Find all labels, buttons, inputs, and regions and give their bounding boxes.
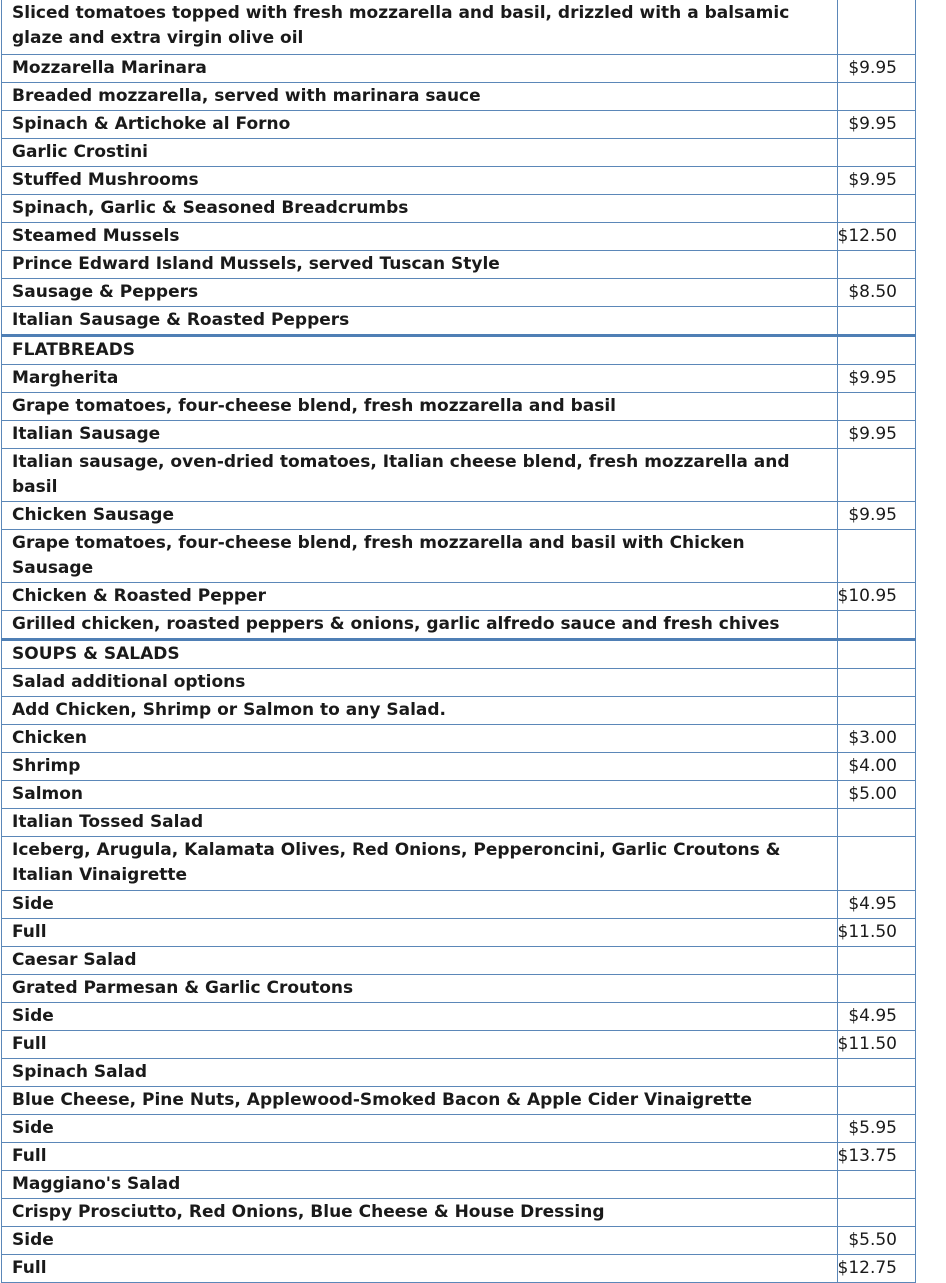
- menu-row: [2, 420, 916, 448]
- menu-item-price: $13.75: [837, 1142, 915, 1170]
- menu-item-text: Breaded mozzarella, served with marinara sauce: [2, 82, 838, 110]
- menu-row: [2, 1170, 916, 1198]
- menu-item-price: [837, 1058, 915, 1086]
- menu-item-price: [837, 610, 915, 639]
- menu-item-text: Sausage & Peppers: [2, 278, 838, 306]
- menu-row: [2, 752, 916, 780]
- menu-item-text: Stuffed Mushrooms: [2, 166, 838, 194]
- menu-row: [2, 1114, 916, 1142]
- menu-item-price: [837, 1086, 915, 1114]
- menu-row: [2, 335, 916, 364]
- menu-row: [2, 82, 916, 110]
- menu-item-text: SOUPS & SALADS: [2, 639, 838, 668]
- menu-item-price: $4.95: [837, 1002, 915, 1030]
- menu-row: [2, 222, 916, 250]
- menu-row: [2, 724, 916, 752]
- menu-item-text: Full: [2, 1254, 838, 1282]
- menu-item-text: Side: [2, 1114, 838, 1142]
- menu-row: [2, 138, 916, 166]
- menu-item-text: Side: [2, 890, 838, 918]
- menu-item-text: Spinach Salad: [2, 1058, 838, 1086]
- menu-item-price: [837, 696, 915, 724]
- menu-item-price: $12.50: [837, 222, 915, 250]
- menu-row: [2, 582, 916, 610]
- menu-item-price: [837, 1198, 915, 1226]
- menu-item-price: [837, 250, 915, 278]
- menu-item-text: Steamed Mussels: [2, 222, 838, 250]
- menu-row: [2, 194, 916, 222]
- menu-row: [2, 529, 916, 582]
- menu-row: [2, 696, 916, 724]
- menu-item-text: Italian Sausage: [2, 420, 838, 448]
- menu-item-text: Italian sausage, oven-dried tomatoes, Italian cheese blend, fresh mozzarella and basil: [2, 448, 838, 501]
- menu-row: [2, 836, 916, 890]
- menu-item-price: [837, 194, 915, 222]
- menu-item-text: Maggiano's Salad: [2, 1170, 838, 1198]
- menu-item-text: Add Chicken, Shrimp or Salmon to any Salad.: [2, 696, 838, 724]
- menu-row: [2, 278, 916, 306]
- menu-item-text: Chicken & Roasted Pepper: [2, 582, 838, 610]
- menu-item-price: $5.50: [837, 1226, 915, 1254]
- menu-row: [2, 808, 916, 836]
- menu-item-text: Chicken: [2, 724, 838, 752]
- menu-item-text: Blue Cheese, Pine Nuts, Applewood-Smoked Bacon & Apple Cider Vinaigrette: [2, 1086, 838, 1114]
- menu-item-price: $4.95: [837, 890, 915, 918]
- menu-row: [2, 1142, 916, 1170]
- menu-item-price: [837, 946, 915, 974]
- menu-item-price: $5.95: [837, 1114, 915, 1142]
- menu-item-price: [837, 1170, 915, 1198]
- menu-item-price: [837, 448, 915, 501]
- menu-item-text: Italian Sausage & Roasted Peppers: [2, 306, 838, 335]
- menu-table: [1, 0, 916, 1283]
- menu-row: [2, 918, 916, 946]
- menu-item-text: Grilled chicken, roasted peppers & onions, garlic alfredo sauce and fresh chives: [2, 610, 838, 639]
- menu-item-text: Full: [2, 1030, 838, 1058]
- menu-item-text: Margherita: [2, 364, 838, 392]
- menu-row: [2, 1030, 916, 1058]
- menu-row: [2, 610, 916, 639]
- menu-row: [2, 1002, 916, 1030]
- menu-item-text: Grated Parmesan & Garlic Croutons: [2, 974, 838, 1002]
- menu-item-text: Side: [2, 1226, 838, 1254]
- menu-item-text: Crispy Prosciutto, Red Onions, Blue Cheese & House Dressing: [2, 1198, 838, 1226]
- menu-item-text: Italian Tossed Salad: [2, 808, 838, 836]
- menu-item-price: [837, 974, 915, 1002]
- menu-item-text: Caesar Salad: [2, 946, 838, 974]
- menu-item-price: $8.50: [837, 278, 915, 306]
- menu-row: [2, 0, 916, 54]
- menu-item-price: $9.95: [837, 364, 915, 392]
- menu-item-text: Chicken Sausage: [2, 501, 838, 529]
- menu-item-price: $3.00: [837, 724, 915, 752]
- menu-item-price: $11.50: [837, 1030, 915, 1058]
- menu-item-price: [837, 306, 915, 335]
- menu-row: [2, 250, 916, 278]
- menu-item-text: Full: [2, 1142, 838, 1170]
- menu-item-text: Sliced tomatoes topped with fresh mozzarella and basil, drizzled with a balsamic glaze and extra virgin olive oil: [2, 0, 838, 54]
- menu-item-price: $10.95: [837, 582, 915, 610]
- menu-item-text: Salmon: [2, 780, 838, 808]
- menu-item-text: Shrimp: [2, 752, 838, 780]
- menu-row: [2, 668, 916, 696]
- menu-item-price: [837, 639, 915, 668]
- menu-item-price: [837, 0, 915, 54]
- menu-row: [2, 974, 916, 1002]
- menu-item-price: [837, 138, 915, 166]
- menu-item-price: $4.00: [837, 752, 915, 780]
- menu-item-text: Salad additional options: [2, 668, 838, 696]
- menu-item-text: Spinach, Garlic & Seasoned Breadcrumbs: [2, 194, 838, 222]
- menu-item-price: [837, 529, 915, 582]
- menu-item-text: Mozzarella Marinara: [2, 54, 838, 82]
- menu-item-price: $9.95: [837, 54, 915, 82]
- menu-table-body: [2, 0, 916, 1282]
- menu-row: [2, 780, 916, 808]
- menu-item-price: [837, 335, 915, 364]
- menu-item-text: Garlic Crostini: [2, 138, 838, 166]
- menu-row: [2, 110, 916, 138]
- menu-item-price: [837, 668, 915, 696]
- menu-row: [2, 166, 916, 194]
- menu-row: [2, 392, 916, 420]
- menu-item-price: [837, 82, 915, 110]
- menu-item-price: $9.95: [837, 501, 915, 529]
- menu-row: [2, 890, 916, 918]
- menu-item-text: Full: [2, 918, 838, 946]
- menu-row: [2, 1254, 916, 1282]
- menu-item-text: Side: [2, 1002, 838, 1030]
- menu-row: [2, 1198, 916, 1226]
- menu-row: [2, 1058, 916, 1086]
- menu-item-price: $11.50: [837, 918, 915, 946]
- menu-row: [2, 306, 916, 335]
- menu-row: [2, 639, 916, 668]
- menu-item-price: $9.95: [837, 166, 915, 194]
- menu-item-text: Iceberg, Arugula, Kalamata Olives, Red Onions, Pepperoncini, Garlic Croutons & Italian Vinaigrette: [2, 836, 838, 890]
- menu-row: [2, 364, 916, 392]
- menu-item-text: Spinach & Artichoke al Forno: [2, 110, 838, 138]
- menu-item-text: Grape tomatoes, four-cheese blend, fresh mozzarella and basil with Chicken Sausage: [2, 529, 838, 582]
- menu-row: [2, 1086, 916, 1114]
- menu-row: [2, 54, 916, 82]
- menu-item-price: $9.95: [837, 420, 915, 448]
- menu-item-text: FLATBREADS: [2, 335, 838, 364]
- menu-item-price: $12.75: [837, 1254, 915, 1282]
- menu-item-price: [837, 808, 915, 836]
- menu-item-text: Prince Edward Island Mussels, served Tuscan Style: [2, 250, 838, 278]
- menu-item-price: $9.95: [837, 110, 915, 138]
- menu-item-text: Grape tomatoes, four-cheese blend, fresh mozzarella and basil: [2, 392, 838, 420]
- menu-item-price: $5.00: [837, 780, 915, 808]
- menu-row: [2, 1226, 916, 1254]
- menu-row: [2, 501, 916, 529]
- menu-row: [2, 946, 916, 974]
- menu-item-price: [837, 392, 915, 420]
- menu-row: [2, 448, 916, 501]
- menu-item-price: [837, 836, 915, 890]
